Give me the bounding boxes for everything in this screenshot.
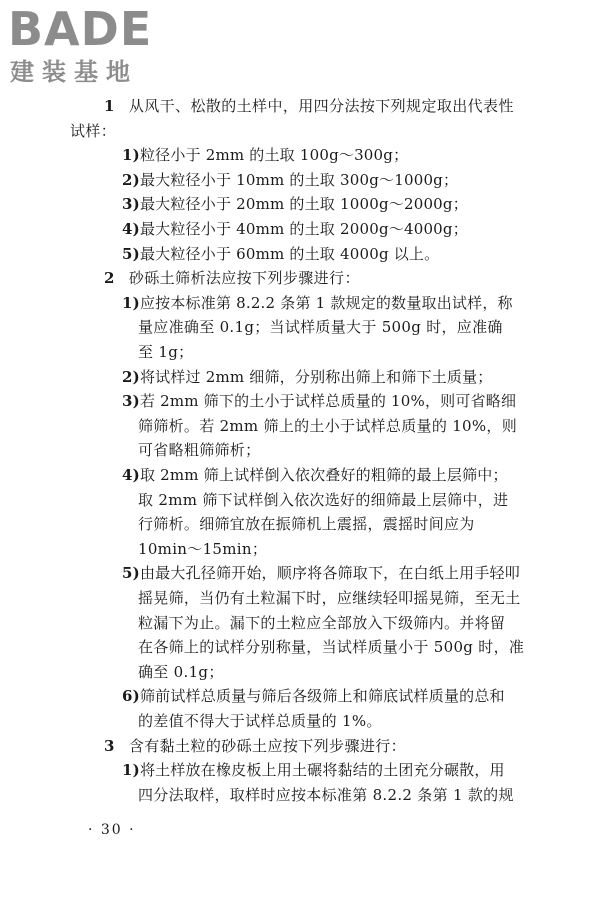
item-text: 摇晃筛，当仍有土粒漏下时，应继续轻叩摇晃筛，至无土	[138, 589, 521, 607]
item-text: 行筛析。细筛宜放在振筛机上震摇，震摇时间应为	[138, 515, 475, 534]
item-continuation	[138, 588, 521, 608]
clause-heading	[104, 736, 406, 756]
clause-heading	[104, 268, 360, 288]
list-item	[122, 194, 468, 214]
list-item	[122, 760, 505, 780]
item-text: 至 1g；	[138, 343, 194, 361]
item-continuation	[138, 613, 505, 633]
item-continuation	[138, 416, 517, 436]
list-item	[122, 391, 516, 411]
list-item	[122, 219, 468, 239]
item-number: 1)	[122, 761, 140, 780]
list-item	[122, 686, 505, 706]
item-continuation	[138, 637, 524, 657]
item-number: 2)	[122, 170, 140, 189]
item-continuation	[138, 440, 260, 460]
item-text: 10min～15min；	[138, 539, 268, 558]
clause-text: 从风干、松散的土样中，用四分法按下列规定取出代表性	[128, 97, 514, 115]
item-number: 5)	[122, 564, 140, 583]
clause-continuation	[70, 121, 116, 141]
clause-text: 试样：	[70, 121, 117, 140]
item-text: 粒径小于 2mm 的土取 100g～300g；	[139, 146, 409, 165]
item-continuation	[138, 785, 514, 805]
item-text: 可省略粗筛筛析；	[138, 441, 261, 460]
logo-wordmark: BADE	[8, 2, 153, 56]
item-number: 6)	[122, 687, 140, 706]
item-text: 最大粒径小于 10mm 的土取 300g～1000g；	[139, 170, 459, 189]
item-text: 将试样过 2mm 细筛，分别称出筛上和筛下土质量；	[139, 367, 493, 386]
item-continuation	[138, 490, 508, 510]
item-text: 筛筛析。若 2mm 筛上的土小于试样总质量的 10%，则	[138, 416, 518, 435]
item-continuation	[138, 662, 224, 682]
item-text: 确至 0.1g；	[138, 662, 224, 681]
list-item	[122, 367, 492, 387]
page-number: · 30 ·	[88, 822, 136, 838]
clause-number: 3	[104, 736, 115, 755]
clause-text: 含有黏土粒的砂砾土应按下列步骤进行：	[128, 736, 407, 755]
item-text: 若 2mm 筛下的土小于试样总质量的 10%，则可省略细	[139, 392, 517, 411]
item-text: 的差值不得大于试样总质量的 1%。	[138, 712, 382, 730]
item-continuation	[138, 514, 475, 534]
list-item	[122, 293, 513, 313]
item-continuation	[138, 317, 503, 337]
item-number: 5)	[122, 244, 140, 263]
item-number: 3)	[122, 392, 140, 411]
item-text: 筛前试样总质量与筛后各级筛上和筛底试样质量的总和	[139, 687, 505, 706]
item-text: 最大粒径小于 60mm 的土取 4000g 以上。	[139, 244, 440, 263]
item-number: 3)	[122, 195, 140, 214]
list-item	[122, 465, 508, 485]
item-number: 4)	[122, 220, 140, 238]
list-item	[122, 244, 439, 264]
clause-number: 1	[104, 97, 115, 115]
item-text: 取 2mm 筛下试样倒入依次选好的细筛最上层筛中，进	[138, 490, 509, 509]
item-text: 最大粒径小于 40mm 的土取 2000g～4000g；	[139, 220, 468, 238]
clause-text: 砂砾土筛析法应按下列步骤进行：	[128, 269, 360, 288]
list-item	[122, 170, 458, 190]
clause-heading	[104, 96, 514, 116]
item-number: 1)	[122, 293, 140, 312]
item-text: 在各筛上的试样分别称量，当试样质量小于 500g 时，准	[138, 638, 525, 657]
item-text: 由最大孔径筛开始，顺序将各筛取下，在白纸上用手轻叩	[139, 564, 520, 583]
item-text: 应按本标准第 8.2.2 条第 1 款规定的数量取出试样，称	[139, 293, 513, 312]
item-continuation	[138, 539, 267, 559]
item-text: 四分法取样，取样时应按本标准第 8.2.2 条第 1 款的规	[138, 785, 514, 804]
list-item	[122, 145, 408, 165]
clause-number: 2	[104, 269, 115, 288]
item-text: 将土样放在橡皮板上用土碾将黏结的土团充分碾散，用	[139, 761, 505, 780]
item-number: 1)	[122, 146, 140, 165]
item-number: 4)	[122, 466, 140, 484]
item-text: 粒漏下为止。漏下的土粒应全部放入下级筛内。并将留	[138, 613, 506, 632]
item-text: 取 2mm 筛上试样倒入依次叠好的粗筛的最上层筛中；	[139, 466, 508, 484]
item-text: 量应准确至 0.1g；当试样质量大于 500g 时，应准确	[138, 318, 503, 337]
item-text: 最大粒径小于 20mm 的土取 1000g～2000g；	[139, 195, 468, 214]
item-continuation	[138, 711, 382, 731]
item-continuation	[138, 342, 193, 362]
item-number: 2)	[122, 367, 140, 386]
list-item	[122, 563, 520, 583]
logo-subtitle: 建装基地	[10, 58, 138, 86]
